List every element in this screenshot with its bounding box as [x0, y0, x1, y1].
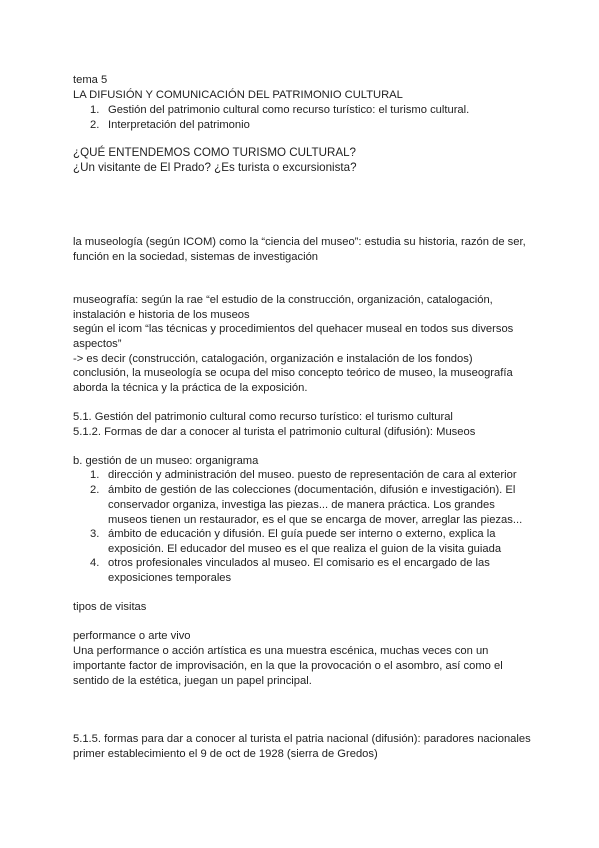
section-subline: primer establecimiento el 9 de oct de 1928 (sierra de Gredos) [73, 748, 378, 760]
list-number: 4. [90, 557, 100, 569]
section-heading: 5.1. Gestión del patrimonio cultural como recurso turístico: el turismo cultural [73, 411, 453, 423]
museografia-line: conclusión, la museología se ocupa del miso concepto teórico de museo, la museografía [73, 367, 513, 379]
list-item: otros profesionales vinculados al museo. El comisario es el encargado de las [108, 557, 490, 569]
list-number: 3. [90, 528, 100, 540]
museografia-line: aspectos” [73, 338, 122, 350]
outline-number: 2. [90, 119, 100, 131]
performance-line: importante factor de improvisación, en la que la provocación o el asombro, así como el [73, 660, 503, 672]
list-item: conservador organiza, investiga las piezas... de manera práctica. Los grandes [108, 499, 495, 511]
list-item: exposición. El educador del museo es el que realiza el guion de la visita guiada [108, 543, 502, 555]
topic-label: tema 5 [73, 74, 108, 86]
document-title: LA DIFUSIÓN Y COMUNICACIÓN DEL PATRIMONIO CULTURAL [73, 89, 403, 101]
list-item: museos tienen un restaurador, es el que se encarga de mover, arreglar las piezas... [108, 514, 523, 526]
museografia-line: aborda la técnica y la práctica de la exposición. [73, 382, 308, 394]
list-number: 2. [90, 484, 100, 496]
list-number: 1. [90, 469, 100, 481]
museografia-line: según el icom “las técnicas y procedimientos del quehacer museal en todos sus diversos [73, 323, 514, 335]
question-heading: ¿QUÉ ENTENDEMOS COMO TURISMO CULTURAL? [73, 146, 356, 159]
list-item: ámbito de gestión de las colecciones (documentación, difusión e investigación). El [108, 484, 516, 496]
museografia-line: -> es decir (construcción, catalogación, organización e instalación de los fondos) [73, 353, 473, 365]
museografia-line: instalación e historia de los museos [73, 309, 250, 321]
question-subline: ¿Un visitante de El Prado? ¿Es turista o excursionista? [73, 161, 357, 174]
list-item: exposiciones temporales [108, 572, 232, 584]
performance-line: Una performance o acción artística es una muestra escénica, muchas veces con un [73, 645, 489, 657]
performance-heading: performance o arte vivo [73, 630, 191, 642]
list-item: dirección y administración del museo. puesto de representación de cara al exterior [108, 469, 517, 481]
section-heading: 5.1.2. Formas de dar a conocer al turista el patrimonio cultural (difusión): Museos [73, 426, 476, 438]
museografia-line: museografía: según la rae “el estudio de la construcción, organización, catalogación, [73, 294, 493, 306]
museologia-definition: función en la sociedad, sistemas de investigación [73, 251, 319, 263]
outline-item: Interpretación del patrimonio [108, 119, 250, 131]
outline-item: Gestión del patrimonio cultural como recurso turístico: el turismo cultural. [108, 104, 470, 116]
visitas-heading: tipos de visitas [73, 601, 147, 613]
outline-number: 1. [90, 104, 100, 116]
list-item: ámbito de educación y difusión. El guía puede ser interno o externo, explica la [108, 528, 496, 540]
performance-line: sentido de la estética, juegan un papel principal. [73, 675, 312, 687]
section-heading: 5.1.5. formas para dar a conocer al turista el patria nacional (difusión): paradores nacionales [73, 733, 531, 745]
museologia-definition: la museología (según ICOM) como la “ciencia del museo”: estudia su historia, razón de ser, [73, 236, 526, 248]
organigrama-heading: b. gestión de un museo: organigrama [73, 455, 259, 467]
